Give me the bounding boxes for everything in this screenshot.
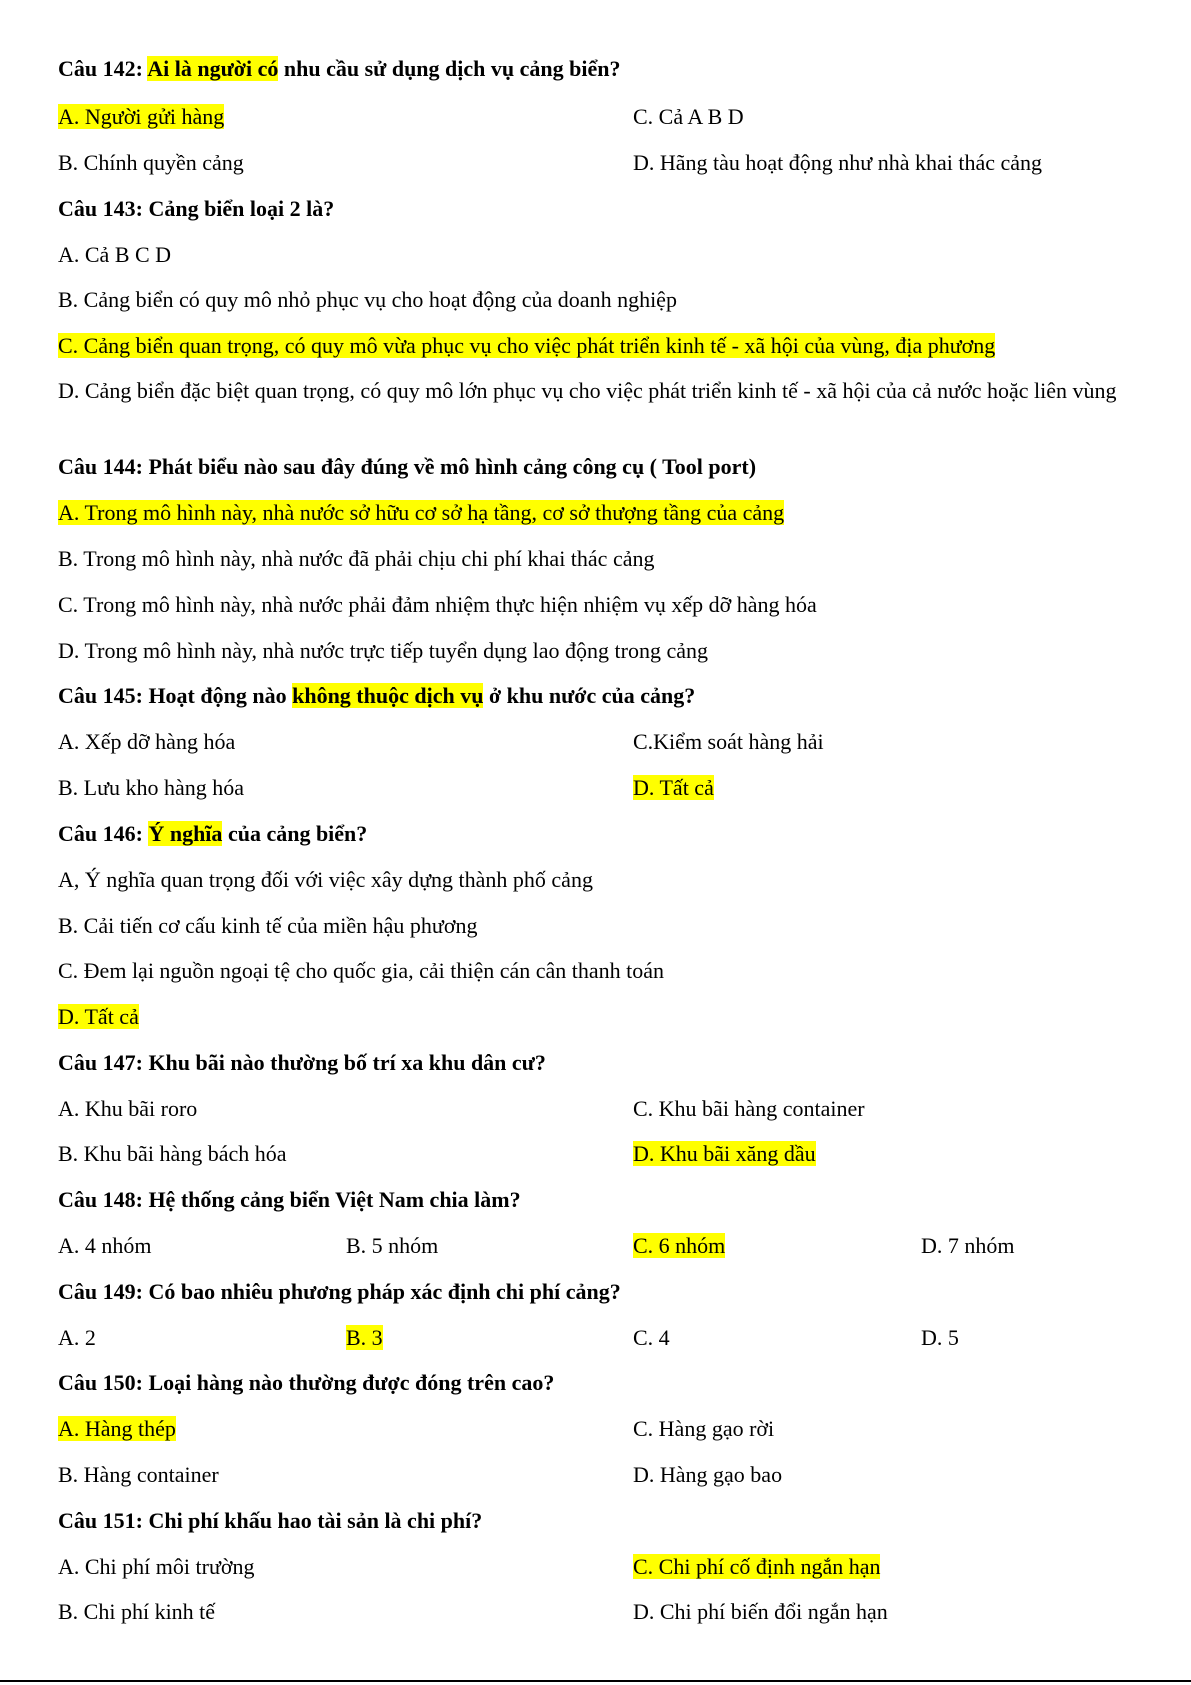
option-d: D. Hàng gạo bao (633, 1462, 783, 1487)
question-148: Câu 148: Hệ thống cảng biển Việt Nam chia làm? (58, 1187, 521, 1212)
option-b: B. Cải tiến cơ cấu kinh tế của miền hậu phương (58, 913, 478, 938)
option-d: D. Trong mô hình này, nhà nước trực tiếp tuyển dụng lao động trong cảng (58, 638, 708, 663)
option-b: B. 5 nhóm (346, 1233, 439, 1258)
question-144: Câu 144: Phát biểu nào sau đây đúng về mô hình cảng công cụ ( Tool port) (58, 454, 757, 479)
highlight: không thuộc dịch vụ (292, 683, 484, 708)
option-d: D. Khu bãi xăng dầu (633, 1141, 816, 1166)
option-b: B. Chính quyền cảng (58, 150, 244, 175)
option-c: C. Trong mô hình này, nhà nước phải đảm nhiệm thực hiện nhiệm vụ xếp dỡ hàng hóa (58, 592, 817, 617)
option-c: C. Cả A B D (633, 104, 744, 129)
option-a: A. Chi phí môi trường (58, 1554, 255, 1579)
highlight: Ý nghĩa (148, 821, 223, 846)
option-c: C. 4 (633, 1325, 670, 1350)
option-c: C. 6 nhóm (633, 1233, 726, 1258)
option-a: A. 4 nhóm (58, 1233, 152, 1258)
option-c: C. Hàng gạo rời (633, 1416, 775, 1441)
footer-rule (0, 1680, 1191, 1682)
question-150: Câu 150: Loại hàng nào thường được đóng trên cao? (58, 1370, 555, 1395)
option-c: C. Cảng biển quan trọng, có quy mô vừa phục vụ cho việc phát triển kinh tế - xã hội của vùng, địa phương (58, 333, 996, 358)
option-b: B. Hàng container (58, 1462, 219, 1487)
option-a: A, Ý nghĩa quan trọng đối với việc xây dựng thành phố cảng (58, 867, 593, 892)
question-151: Câu 151: Chi phí khấu hao tài sản là chi phí? (58, 1508, 483, 1533)
option-b: B. Chi phí kinh tế (58, 1599, 216, 1624)
option-c: C. Khu bãi hàng container (633, 1096, 865, 1121)
highlight: Ai là người có (147, 56, 279, 81)
question-142: Câu 142: Ai là người có nhu cầu sử dụng dịch vụ cảng biển? (58, 56, 621, 81)
option-a: A. Hàng thép (58, 1416, 176, 1441)
option-b: B. Lưu kho hàng hóa (58, 775, 245, 800)
option-d: D. 5 (921, 1325, 959, 1350)
option-b: B. Khu bãi hàng bách hóa (58, 1141, 287, 1166)
option-a: A. Khu bãi roro (58, 1096, 198, 1121)
option-d: D. Chi phí biến đổi ngắn hạn (633, 1599, 888, 1624)
question-147: Câu 147: Khu bãi nào thường bố trí xa khu dân cư? (58, 1050, 546, 1075)
option-d: D. Tất cả (633, 775, 714, 800)
option-a: A. 2 (58, 1325, 96, 1350)
question-149: Câu 149: Có bao nhiêu phương pháp xác định chi phí cảng? (58, 1279, 621, 1304)
option-c: C. Chi phí cố định ngắn hạn (633, 1554, 881, 1579)
option-c: C. Đem lại nguồn ngoại tệ cho quốc gia, cải thiện cán cân thanh toán (58, 958, 665, 983)
option-d: D. Cảng biển đặc biệt quan trọng, có quy mô lớn phục vụ cho việc phát triển kinh tế - xã hội của cả nước hoặc liên vùng (58, 378, 1117, 403)
option-d: D. Hãng tàu hoạt động như nhà khai thác cảng (633, 150, 1043, 175)
option-b: B. Cảng biển có quy mô nhỏ phục vụ cho hoạt động của doanh nghiệp (58, 287, 677, 312)
option-a: A. Trong mô hình này, nhà nước sở hữu cơ sở hạ tầng, cơ sở thượng tầng của cảng (58, 500, 785, 525)
option-b: B. 3 (346, 1325, 383, 1350)
option-a: A. Người gửi hàng (58, 104, 225, 129)
question-145: Câu 145: Hoạt động nào không thuộc dịch vụ ở khu nước của cảng? (58, 683, 696, 708)
option-d: D. Tất cả (58, 1004, 139, 1029)
option-c: C.Kiểm soát hàng hải (633, 729, 824, 754)
option-a: A. Xếp dỡ hàng hóa (58, 729, 236, 754)
option-d: D. 7 nhóm (921, 1233, 1015, 1258)
question-146: Câu 146: Ý nghĩa của cảng biển? (58, 821, 368, 846)
question-143: Câu 143: Cảng biển loại 2 là? (58, 196, 335, 221)
option-a: A. Cả B C D (58, 242, 172, 267)
option-b: B. Trong mô hình này, nhà nước đã phải chịu chi phí khai thác cảng (58, 546, 655, 571)
